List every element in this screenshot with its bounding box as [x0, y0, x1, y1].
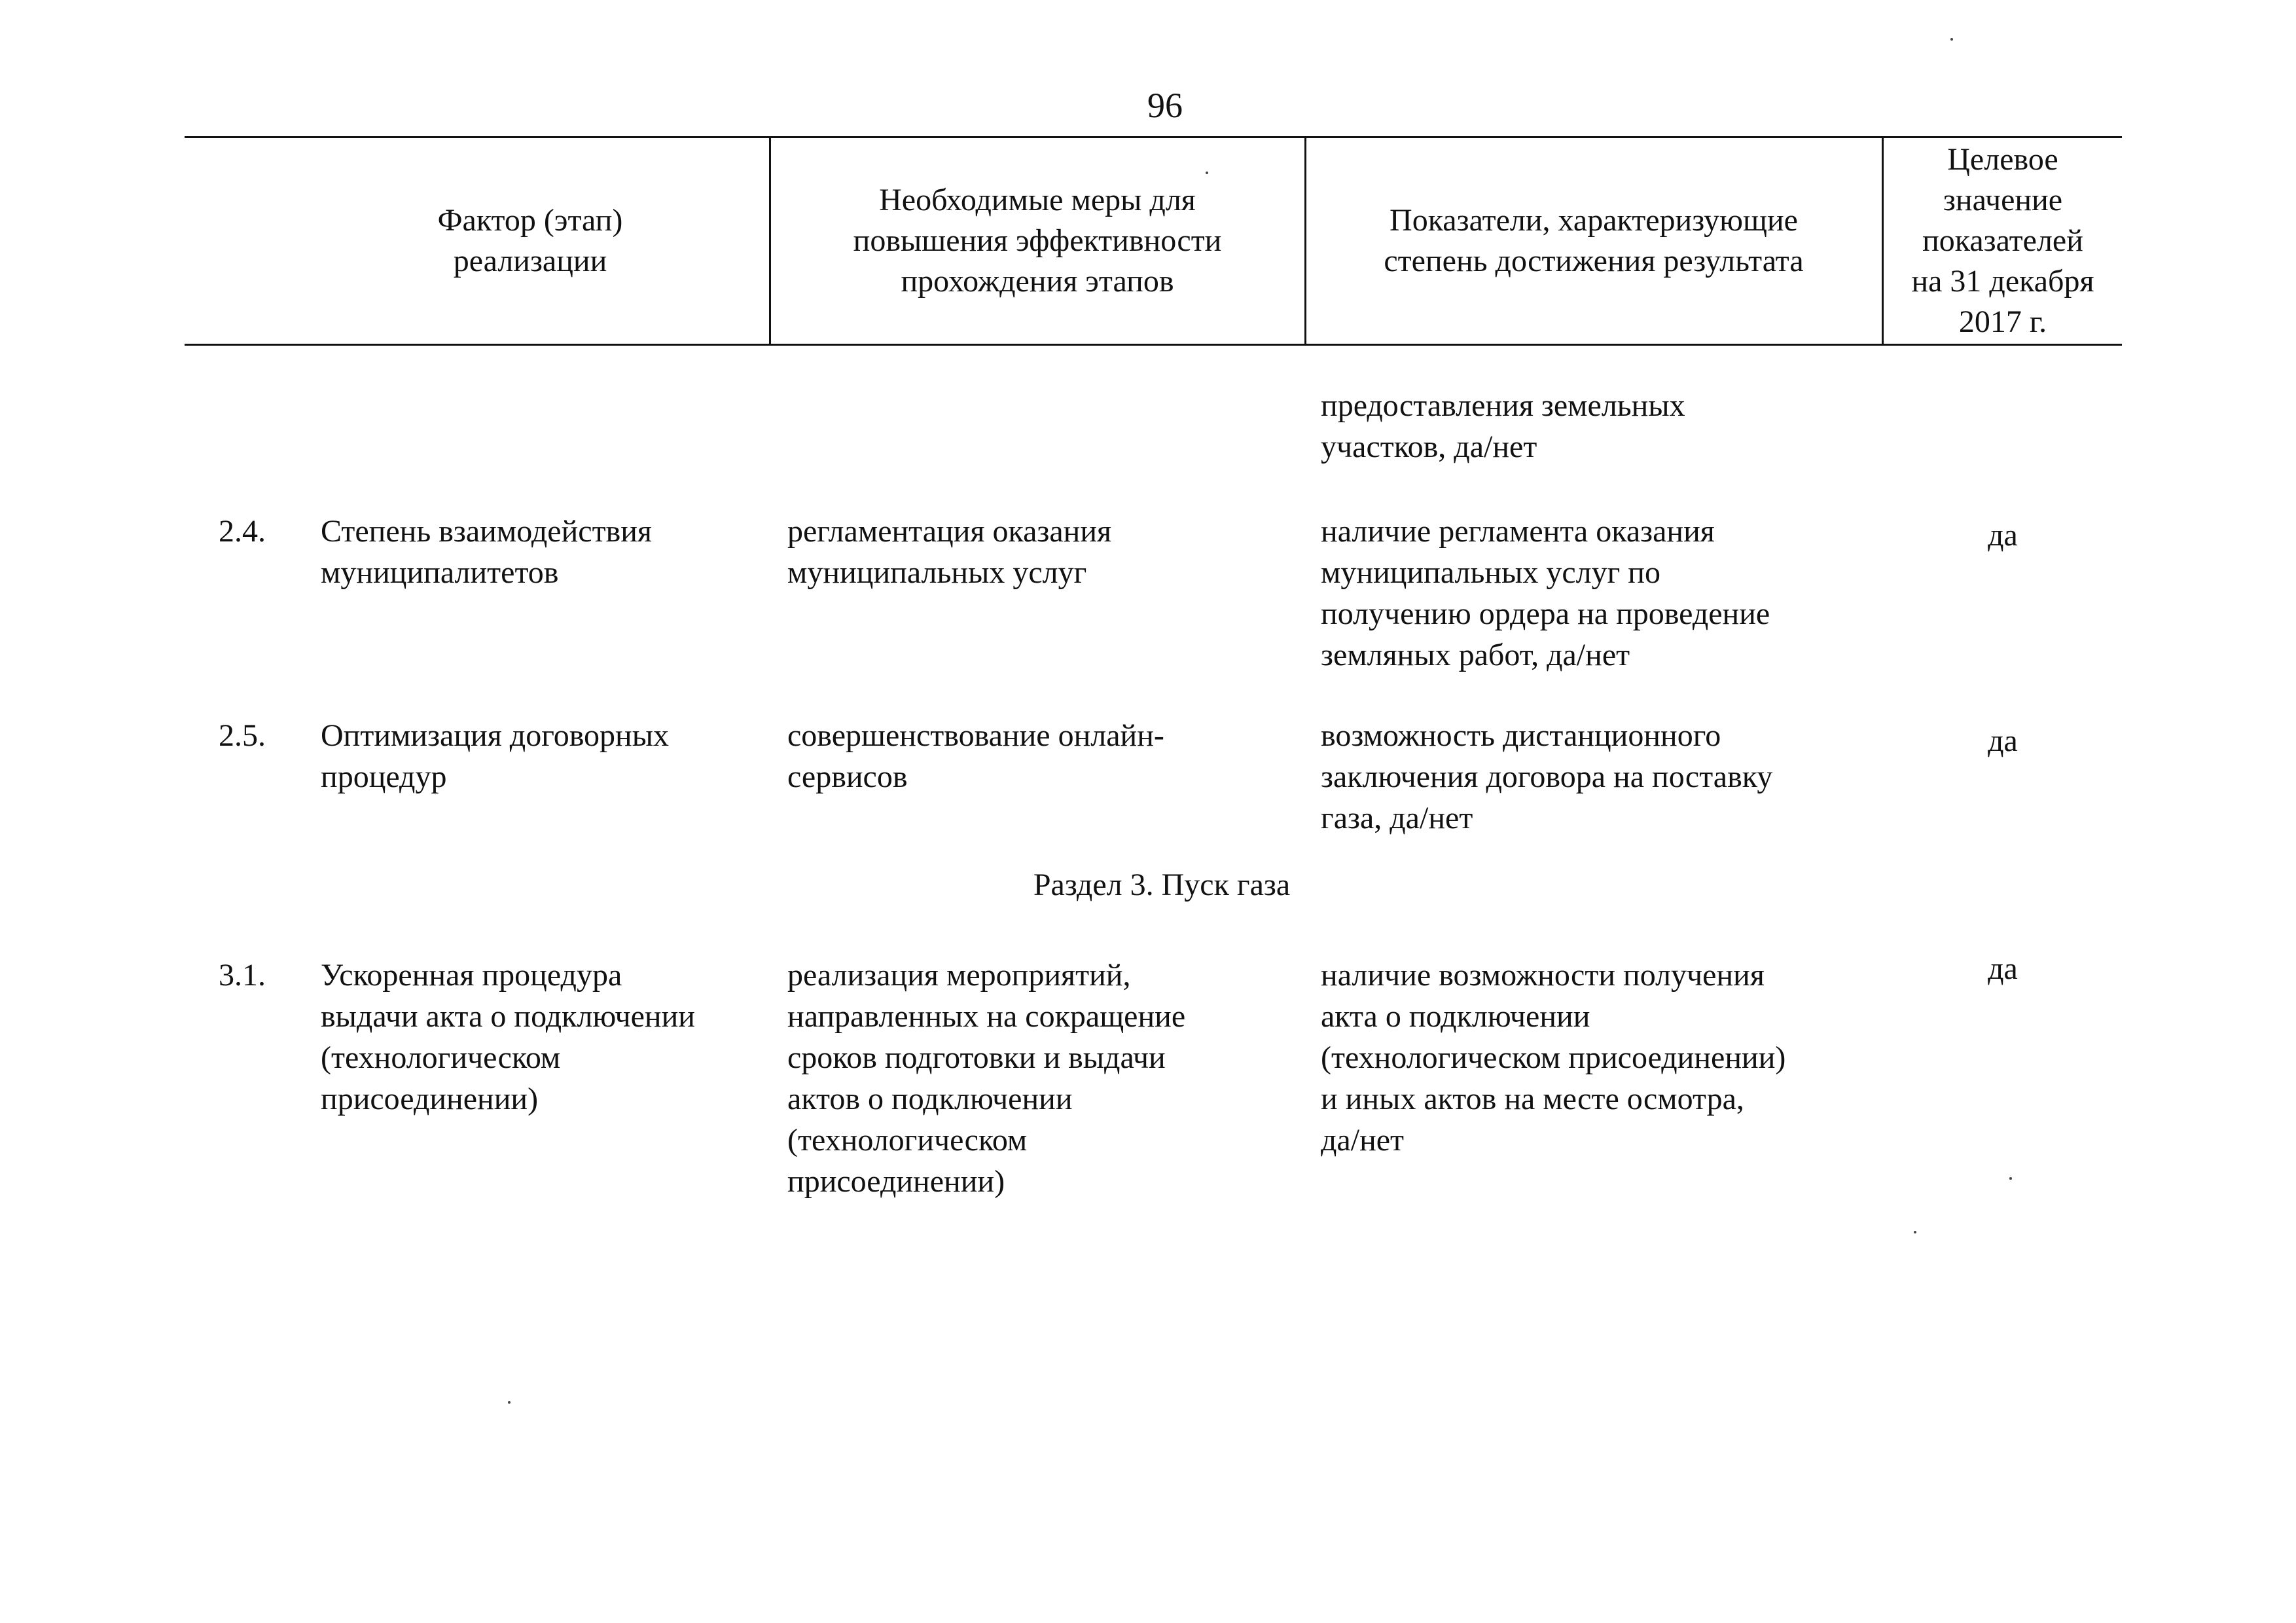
section-title: Раздел 3. Пуск газа [1033, 867, 1291, 902]
row-number: 2.4. [219, 514, 266, 549]
continuation-indicator: предоставления земельных участков, да/нет [1321, 388, 1685, 464]
row-factor: Степень взаимодействия муниципалитетов [321, 514, 652, 590]
row-number: 3.1. [219, 958, 266, 993]
header-target: Целевое значение показателей на 31 декабря 2017 г. [1911, 142, 2094, 339]
scan-speck [1206, 172, 1208, 174]
header-indicators: Показатели, характеризующие степень достижения результата [1384, 203, 1804, 278]
row-factor: Ускоренная процедура выдачи акта о подключении (технологическом присоединении) [321, 958, 695, 1116]
scan-speck [1914, 1231, 1916, 1233]
row-indicator: возможность дистанционного заключения договора на поставку газа, да/нет [1321, 718, 1773, 835]
scan-speck [1950, 38, 1953, 41]
row-target: да [1988, 723, 2018, 758]
row-indicator: наличие возможности получения акта о подключении (технологическом присоединении) и иных актов на месте осмотра, да/нет [1321, 958, 1786, 1158]
row-indicator: наличие регламента оказания муниципальных услуг по получению ордера на проведение земляных работ, да/нет [1321, 514, 1770, 672]
header-factor: Фактор (этап) реализации [437, 203, 623, 278]
page-number: 96 [1147, 86, 1183, 125]
header-divider-2 [1304, 136, 1306, 346]
header-divider-1 [769, 136, 771, 346]
header-measures: Необходимые меры для повышения эффективности прохождения этапов [853, 183, 1222, 299]
row-measures: совершенствование онлайн- сервисов [787, 718, 1164, 794]
header-divider-3 [1882, 136, 1884, 346]
row-number: 2.5. [219, 718, 266, 753]
row-factor: Оптимизация договорных процедур [321, 718, 669, 794]
scan-speck [2009, 1177, 2012, 1180]
row-target: да [1988, 951, 2018, 986]
row-measures: реализация мероприятий, направленных на сокращение сроков подготовки и выдачи актов о подключении (технологическом присоединении) [787, 958, 1186, 1199]
row-measures: регламентация оказания муниципальных услуг [787, 514, 1112, 590]
header-bottom-rule [185, 344, 2122, 346]
row-target: да [1988, 518, 2018, 553]
scan-speck [508, 1401, 511, 1404]
